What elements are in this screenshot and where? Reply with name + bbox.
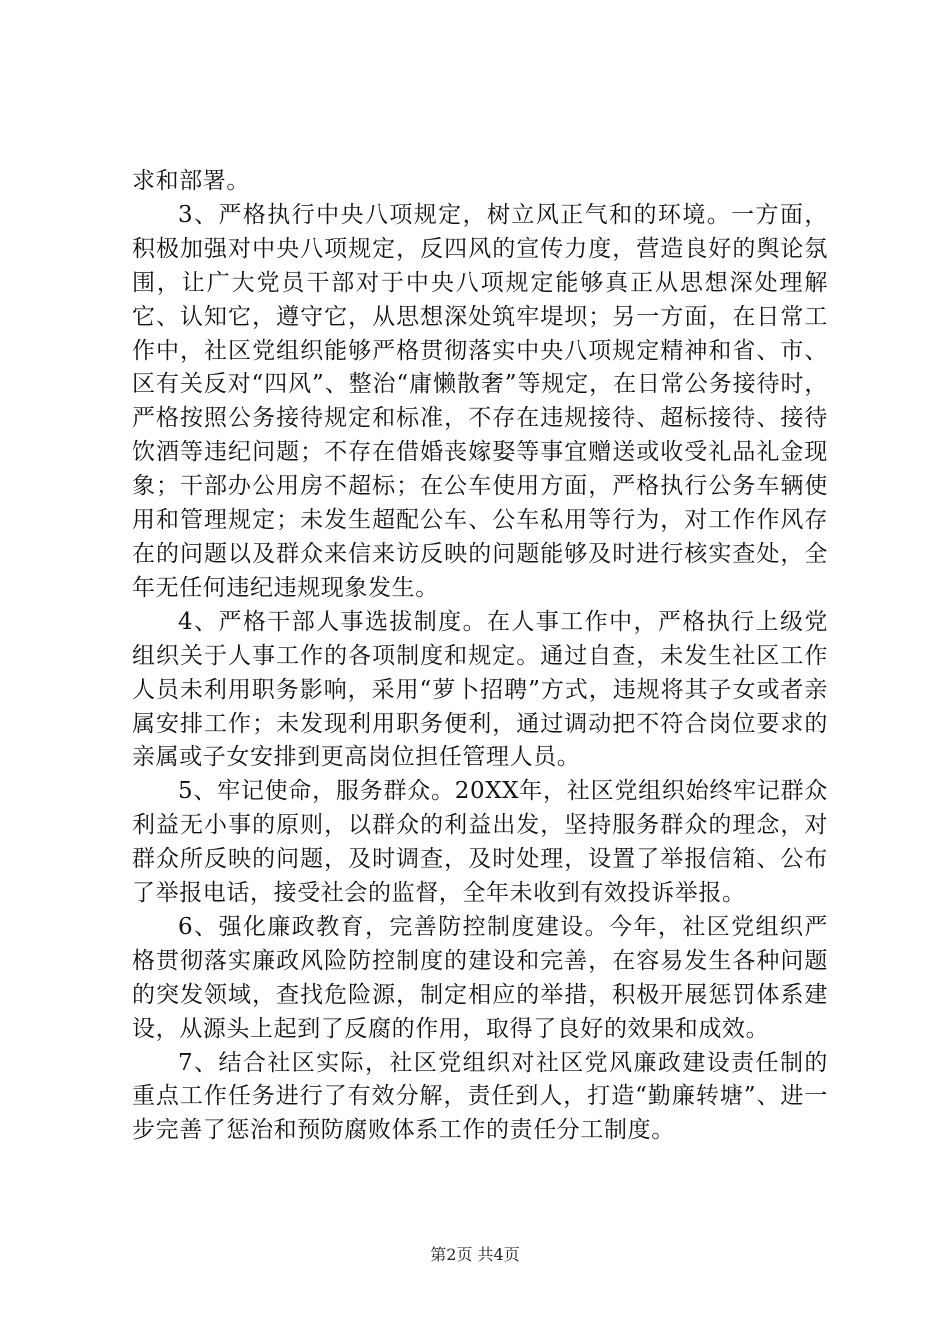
document-body — [132, 165, 828, 1148]
paragraph-item-3: 3、严格执行中央八项规定，树立风正气和的环境。一方面，积极加强对中央八项规定，反四风的宣传力度，营造良好的舆论氛围，让广大党员干部对于中央八项规定能够真正从思想深处理解它、认知它，遵守它，从思想深处筑牢堤坝；另一方面，在日常工作中，社区党组织能够严格贯彻落实中央八项规定精神和省、市、区有关反对“四风”、整治“庸懒散奢”等规定，在日常公务接待时，严格按照公务接待规定和标准，不存在违规接待、超标接待、接待饮酒等违纪问题；不存在借婚丧嫁娶等事宜赠送或收受礼品礼金现象；干部办公用房不超标；在公车使用方面，严格执行公务车辆使用和管理规定；未发生超配公车、公车私用等行为，对工作作风存在的问题以及群众来信来访反映的问题能够及时进行核实查处，全年无任何违纪违规现象发生。 — [132, 201, 828, 601]
page-footer: 第2页 共4页 — [430, 1245, 520, 1264]
paragraph-item-6: 6、强化廉政教育，完善防控制度建设。今年，社区党组织严格贯彻落实廉政风险防控制度的建设和完善，在容易发生各种问题的突发领域，查找危险源，制定相应的举措，积极开展惩罚体系建设，从源头上起到了反腐的作用，取得了良好的效果和成效。 — [132, 913, 828, 1042]
paragraph-continuation: 求和部署。 — [132, 168, 250, 194]
paragraph-item-4: 4、严格干部人事选拔制度。在人事工作中，严格执行上级党组织关于人事工作的各项制度和规定。通过自查，未发生社区工作人员未利用职务影响，采用“萝卜招聘”方式，违规将其子女或者亲属安排工作；未发现利用职务便利，通过调动把不符合岗位要求的亲属或子女安排到更高岗位担任管理人员。 — [132, 608, 828, 771]
paragraph-item-5: 5、牢记使命，服务群众。20XX年，社区党组织始终牢记群众利益无小事的原则，以群众的利益出发，坚持服务群众的理念，对群众所反映的问题，及时调查，及时处理，设置了举报信箱、公布了举报电话，接受社会的监督，全年未收到有效投诉举报。 — [132, 778, 828, 907]
paragraph-item-7: 7、结合社区实际，社区党组织对社区党风廉政建设责任制的重点工作任务进行了有效分解，责任到人，打造“勤廉转塘”、进一步完善了惩治和预防腐败体系工作的责任分工制度。 — [132, 1049, 828, 1144]
